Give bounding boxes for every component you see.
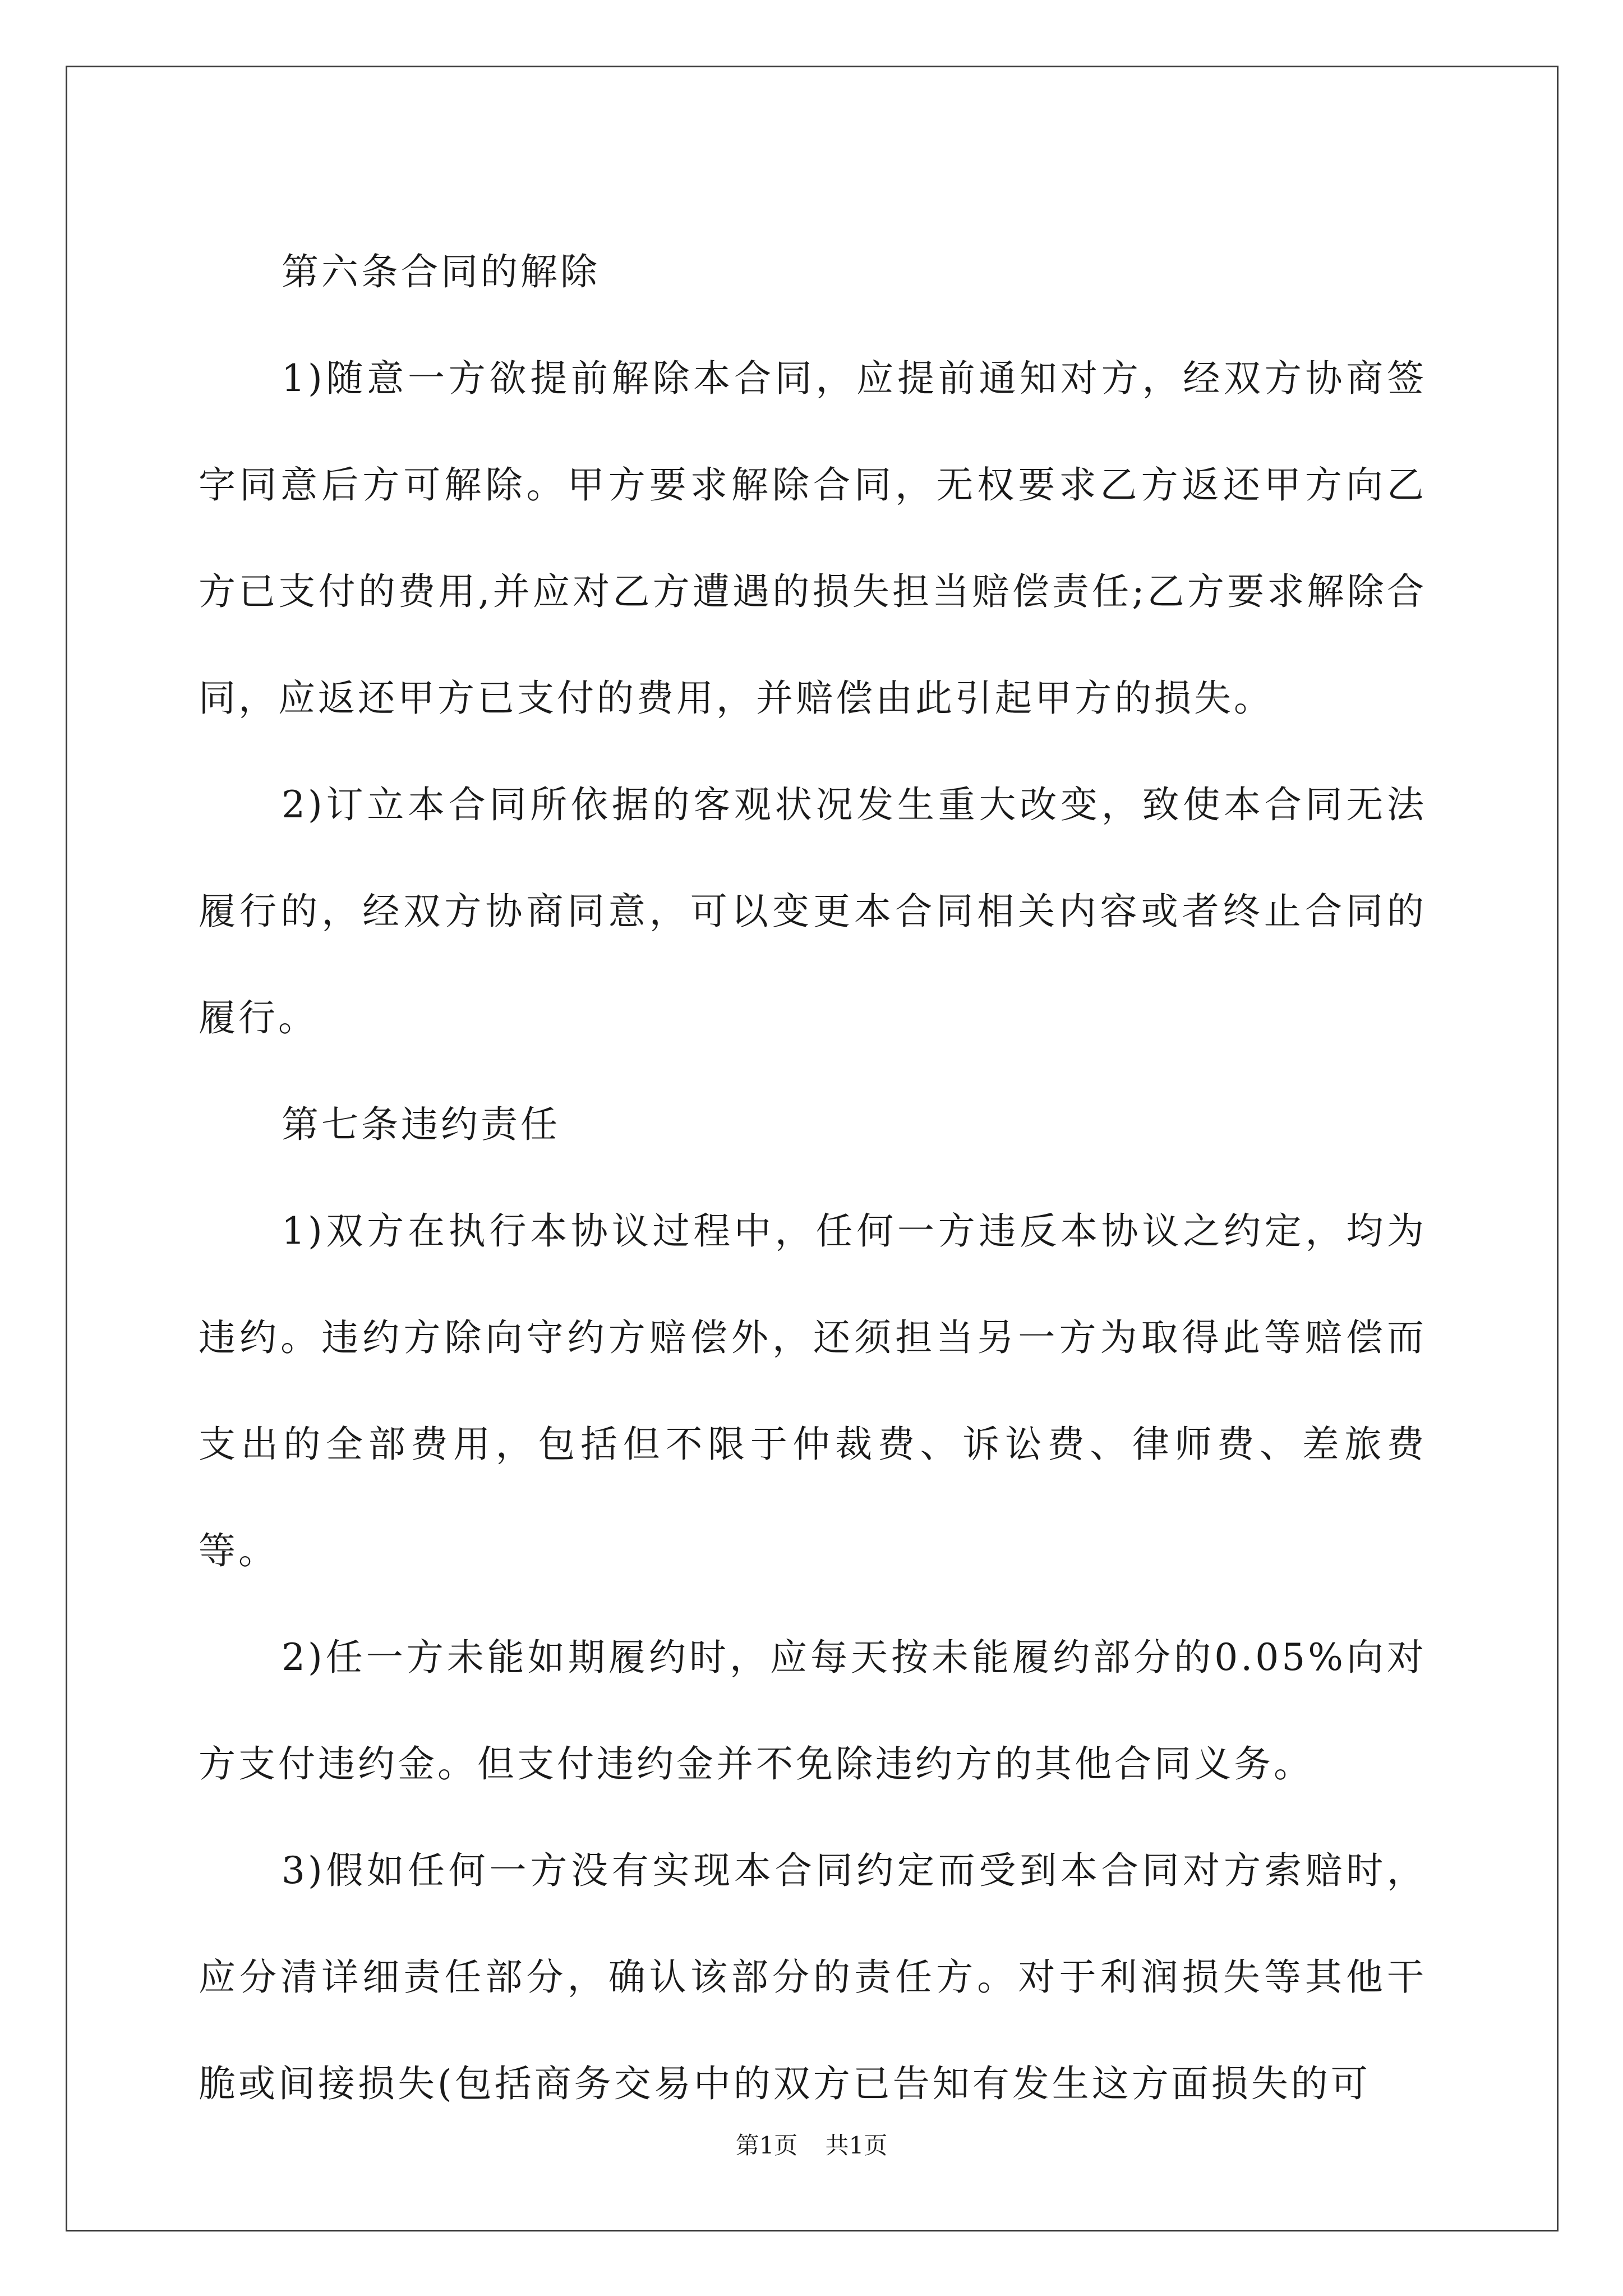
document-body: [199, 219, 1427, 2137]
page-number-current: 第1页: [735, 2132, 798, 2159]
page-number-total: 共1页: [825, 2132, 888, 2159]
paragraph-liability-3: 3)假如任何一方没有实现本合同约定而受到本合同对方索赔时，应分清详细责任部分，确认该部分的责任方。对于利润损失等其他干脆或间接损失(包括商务交易中的双方已告知有发生这方面损失的可: [199, 1849, 1427, 2105]
paragraph-liability-2: 2)任一方未能如期履约时，应每天按未能履约部分的0.05%向对方支付违约金。但支付违约金并不免除违约方的其他合同义务。: [199, 1636, 1427, 1786]
paragraph-liability-1: 1)双方在执行本协议过程中，任何一方违反本协议之约定，均为违约。违约方除向守约方赔偿外，还须担当另一方为取得此等赔偿而支出的全部费用，包括但不限于仲裁费、诉讼费、律师费、差旅费等。: [199, 1209, 1427, 1572]
page-footer: [0, 2127, 1623, 2161]
section-heading-termination: 第六条合同的解除: [282, 250, 600, 293]
paragraph-termination-2: 2)订立本合同所依据的客观状况发生重大改变，致使本合同无法履行的，经双方协商同意，可以变更本合同相关内容或者终止合同的履行。: [199, 783, 1427, 1039]
paragraph-termination-1: 1)随意一方欲提前解除本合同，应提前通知对方，经双方协商签字同意后方可解除。甲方要求解除合同，无权要求乙方返还甲方向乙方已支付的费用,并应对乙方遭遇的损失担当赔偿责任;乙方要求解除合同，应返还甲方已支付的费用，并赔偿由此引起甲方的损失。: [199, 357, 1427, 720]
section-heading-liability: 第七条违约责任: [282, 1103, 560, 1146]
